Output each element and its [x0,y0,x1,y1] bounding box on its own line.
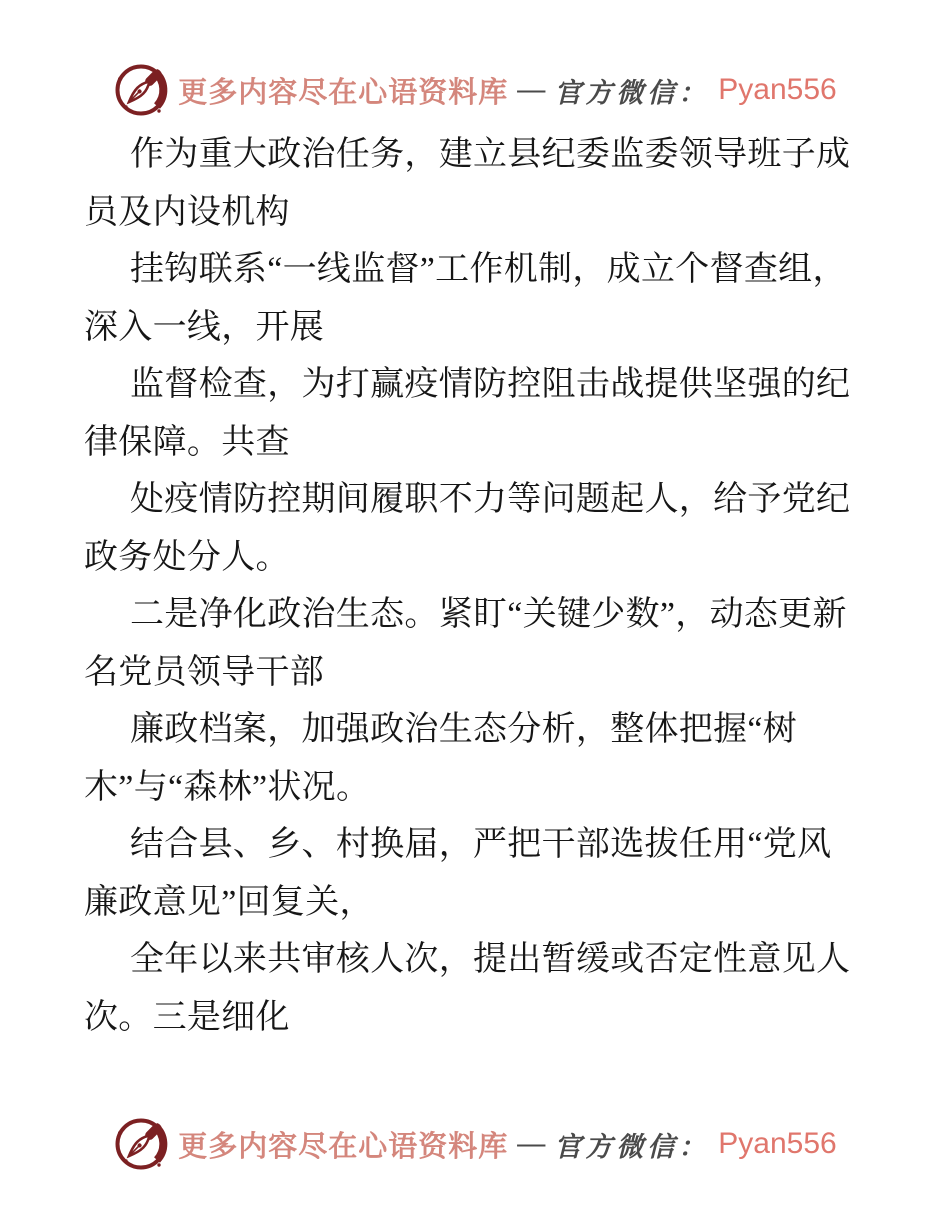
pen-nib-logo-icon [113,1116,169,1172]
paragraph-2: 挂钩联系“一线监督”工作机制，成立个督查组，深入一线，开展 [84,251,847,346]
watermark-header [0,60,950,120]
paragraph-4: 处疫情防控期间履职不力等问题起人，给予党纪政务处分人。 [84,481,851,576]
watermark-brand-text: 更多内容尽在心语资料库 [178,76,509,109]
paragraph-5: 二是净化政治生态。紧盯“关键少数”，动态更新名党员领导干部 [84,596,847,691]
document-text [84,126,852,1046]
watermark-brand-text: 更多内容尽在心语资料库 [178,1130,509,1163]
pen-nib-logo-icon [113,62,169,118]
watermark-footer [0,1114,950,1174]
watermark-separator: — [517,74,546,105]
paragraph-3: 监督检查，为打赢疫情防控阻击战提供坚强的纪律保障。共查 [84,366,851,461]
paragraph-1: 作为重大政治任务，建立县纪委监委领导班子成员及内设机构 [84,136,851,231]
paragraph-8: 全年以来共审核人次，提出暂缓或否定性意见人次。三是细化 [84,941,851,1036]
watermark-wechat-label: 官方微信： [554,1131,710,1162]
watermark-separator: — [517,1128,546,1159]
watermark-wechat-id: Pyan556 [718,1127,837,1160]
paragraph-6: 廉政档案，加强政治生态分析，整体把握“树木”与“森林”状况。 [84,711,798,806]
watermark-wechat-id: Pyan556 [718,73,837,106]
watermark-wechat-label: 官方微信： [554,77,710,108]
paragraph-7: 结合县、乡、村换届，严把干部选拔任用“党风廉政意见”回复关， [84,826,832,921]
